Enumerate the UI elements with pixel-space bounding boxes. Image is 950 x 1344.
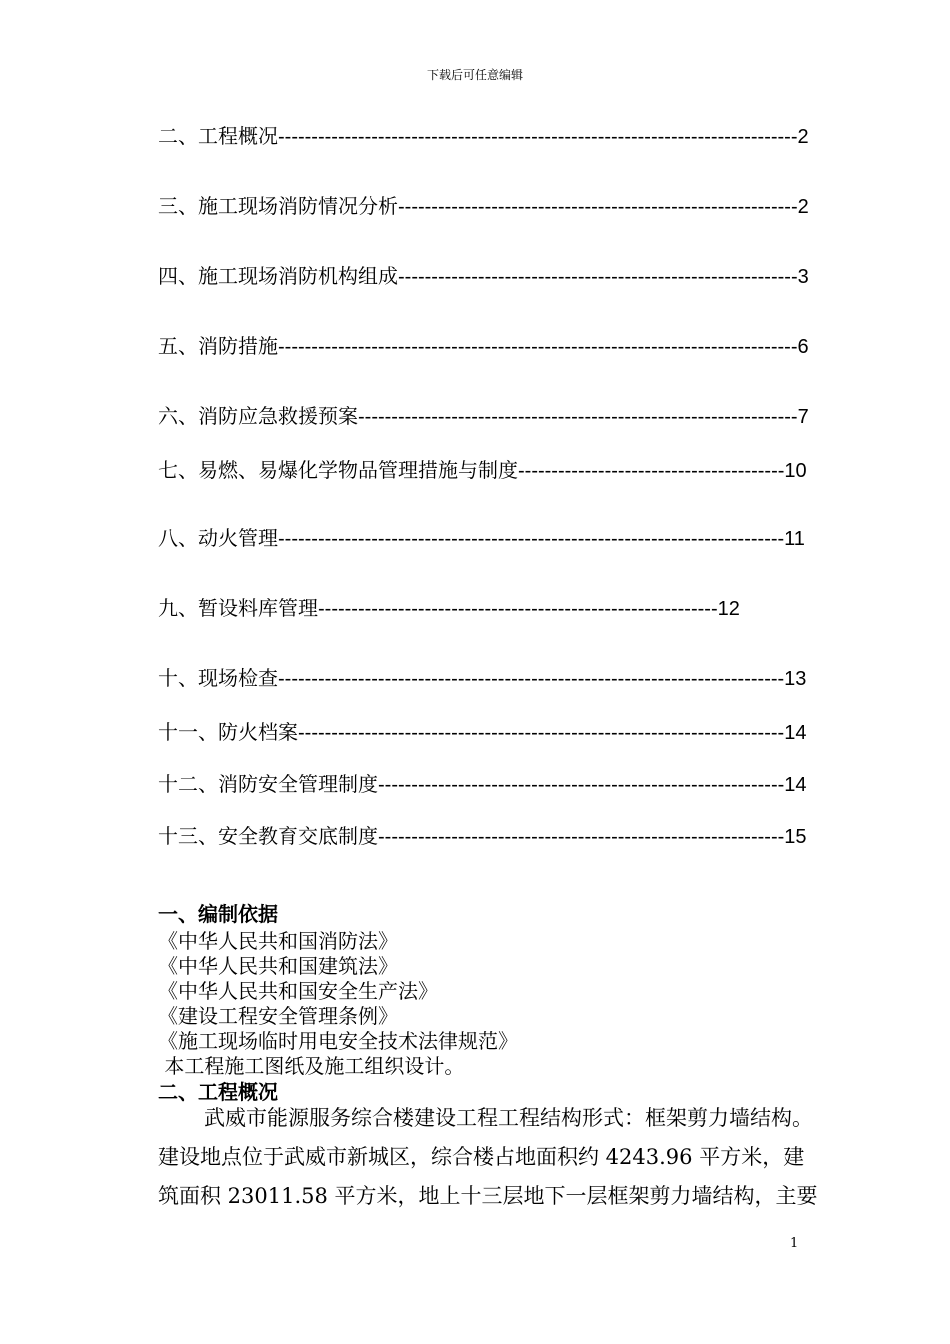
toc-entry[interactable] bbox=[158, 458, 807, 483]
toc-entry-title: 四、施工现场消防机构组成 bbox=[158, 264, 398, 288]
toc-entry-page: 12 bbox=[717, 598, 740, 620]
toc-entry-title: 七、易燃、易爆化学物品管理措施与制度 bbox=[158, 458, 518, 482]
toc-leader: ------------------------------------------------------------ bbox=[318, 598, 718, 620]
basis-item: 《中华人民共和国安全生产法》 bbox=[158, 979, 438, 1003]
page-number: 1 bbox=[790, 1236, 799, 1251]
toc-entry-page: 10 bbox=[784, 460, 807, 482]
toc-entry-page: 3 bbox=[797, 266, 809, 288]
toc-entry-title: 十一、防火档案 bbox=[158, 720, 298, 744]
toc-entry-page: 6 bbox=[797, 336, 809, 358]
toc-entry[interactable] bbox=[158, 666, 806, 691]
toc-leader: ------------------------------------------------------------- bbox=[378, 826, 785, 848]
basis-item: 《中华人民共和国消防法》 bbox=[158, 929, 398, 953]
toc-leader: ------------------------------------------------------------------------- bbox=[298, 722, 785, 744]
toc-entry[interactable] bbox=[158, 264, 809, 289]
toc-leader: ------------------------------------------------------------ bbox=[398, 266, 798, 288]
page-header: 下载后可任意编辑 bbox=[426, 68, 523, 82]
toc-entry[interactable] bbox=[158, 772, 807, 797]
basis-item: 本工程施工图纸及施工组织设计。 bbox=[158, 1054, 465, 1078]
toc-leader: ---------------------------------------------------------------------------- bbox=[278, 528, 785, 550]
basis-item: 《建设工程安全管理条例》 bbox=[158, 1004, 398, 1028]
toc-leader: ------------------------------------------------------------------ bbox=[358, 406, 798, 428]
overview-line: 筑面积 23011.58 平方米，地上十三层地下一层框架剪力墙结构，主要 bbox=[158, 1184, 818, 1208]
toc-entry-page: 14 bbox=[784, 722, 807, 744]
toc-entry-title: 九、暂设料库管理 bbox=[158, 596, 318, 620]
toc-entry-page: 2 bbox=[797, 126, 809, 148]
toc-entry[interactable] bbox=[158, 824, 807, 849]
toc-entry-page: 7 bbox=[797, 406, 809, 428]
toc-entry-title: 八、动火管理 bbox=[158, 526, 278, 550]
toc-leader: ------------------------------------------------------------------------------ bbox=[278, 126, 798, 148]
basis-item: 《中华人民共和国建筑法》 bbox=[158, 954, 398, 978]
basis-item: 《施工现场临时用电安全技术法律规范》 bbox=[158, 1029, 518, 1053]
toc-entry-page: 13 bbox=[784, 668, 807, 690]
toc-entry-title: 十、现场检查 bbox=[158, 666, 278, 690]
toc-leader: ---------------------------------------- bbox=[518, 460, 785, 482]
toc-entry-title: 五、消防措施 bbox=[158, 334, 278, 358]
toc-entry-page: 15 bbox=[784, 826, 807, 848]
toc-entry-title: 六、消防应急救援预案 bbox=[158, 404, 358, 428]
section-heading-overview: 二、工程概况 bbox=[158, 1080, 278, 1104]
toc-entry[interactable] bbox=[158, 596, 740, 621]
overview-line: 武威市能源服务综合楼建设工程工程结构形式：框架剪力墙结构。 bbox=[204, 1106, 813, 1130]
toc-entry-page: 2 bbox=[797, 196, 809, 218]
toc-entry-title: 十三、安全教育交底制度 bbox=[158, 824, 378, 848]
toc-leader: ------------------------------------------------------------------------------ bbox=[278, 336, 798, 358]
overview-line: 建设地点位于武威市新城区，综合楼占地面积约 4243.96 平方米，建 bbox=[158, 1145, 805, 1169]
toc-entry[interactable] bbox=[158, 194, 809, 219]
toc-entry-title: 二、工程概况 bbox=[158, 124, 278, 148]
toc-leader: ------------------------------------------------------------ bbox=[398, 196, 798, 218]
toc-entry-page: 14 bbox=[784, 774, 807, 796]
toc-entry[interactable] bbox=[158, 526, 805, 551]
toc-entry-title: 三、施工现场消防情况分析 bbox=[158, 194, 398, 218]
toc-leader: ---------------------------------------------------------------------------- bbox=[278, 668, 785, 690]
toc-entry[interactable] bbox=[158, 124, 809, 149]
toc-entry[interactable] bbox=[158, 404, 809, 429]
toc-entry-title: 十二、消防安全管理制度 bbox=[158, 772, 378, 796]
toc-entry[interactable] bbox=[158, 720, 806, 745]
toc-entry[interactable] bbox=[158, 334, 809, 359]
toc-entry-page: 11 bbox=[784, 528, 805, 550]
toc-leader: ------------------------------------------------------------- bbox=[378, 774, 785, 796]
section-heading-basis: 一、编制依据 bbox=[158, 902, 278, 926]
